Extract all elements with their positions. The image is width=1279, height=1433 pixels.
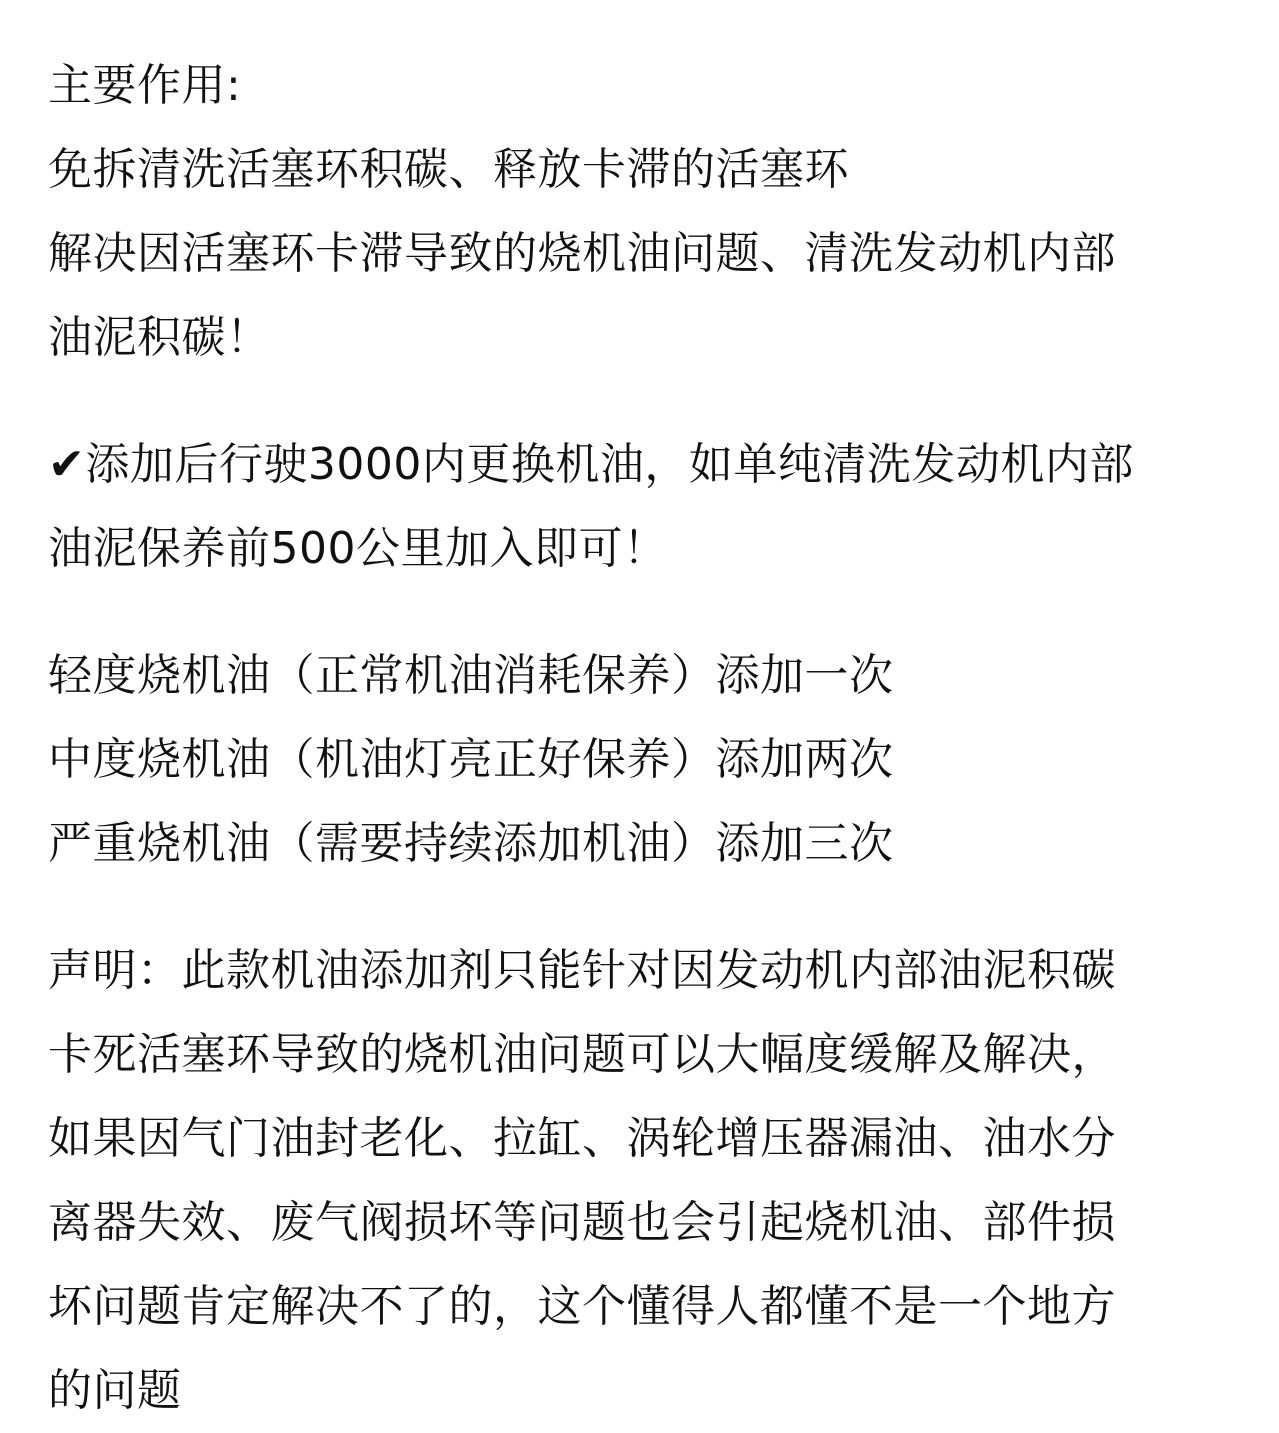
text-line: ✔添加后行驶3000内更换机油，如单纯清洗发动机内部: [48, 439, 1134, 490]
text-line: 解决因活塞环卡滞导致的烧机油问题、清洗发动机内部: [48, 228, 1116, 279]
section-dosage: [48, 634, 1248, 886]
disclaimer-line: 坏问题肯定解决不了的，这个懂得人都懂不是一个地方: [48, 1281, 1116, 1332]
dosage-medium: 中度烧机油（机油灯亮正好保养）添加两次: [48, 734, 894, 785]
paragraph-gap: [48, 886, 1248, 929]
section-usage: [48, 423, 1248, 591]
section-main-function: [48, 44, 1248, 380]
paragraph-gap: [48, 380, 1248, 423]
dosage-severe: 严重烧机油（需要持续添加机油）添加三次: [48, 818, 894, 869]
dosage-light: 轻度烧机油（正常机油消耗保养）添加一次: [48, 650, 894, 701]
disclaimer-line: 卡死活塞环导致的烧机油问题可以大幅度缓解及解决，: [48, 1029, 1116, 1080]
text-line: 油泥积碳！: [48, 312, 271, 363]
document-body: [48, 44, 1248, 1433]
heading-main-function: 主要作用:: [48, 60, 242, 111]
disclaimer-line: 如果因气门油封老化、拉缸、涡轮增压器漏油、油水分: [48, 1113, 1116, 1164]
section-disclaimer: [48, 929, 1248, 1433]
disclaimer-line: 的问题: [48, 1365, 182, 1416]
text-line: 油泥保养前500公里加入即可！: [48, 523, 668, 574]
disclaimer-line: 声明：此款机油添加剂只能针对因发动机内部油泥积碳: [48, 945, 1116, 996]
text-line: 免拆清洗活塞环积碳、释放卡滞的活塞环: [48, 144, 849, 195]
paragraph-gap: [48, 591, 1248, 634]
disclaimer-line: 离器失效、废气阀损坏等问题也会引起烧机油、部件损: [48, 1197, 1116, 1248]
